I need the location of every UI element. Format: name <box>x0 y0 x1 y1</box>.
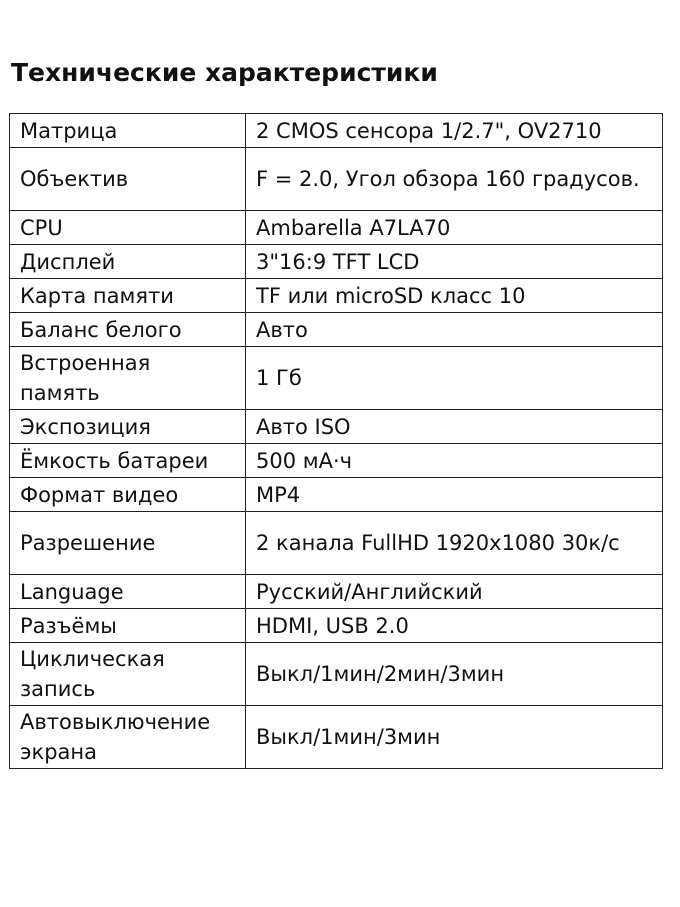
spec-value: HDMI, USB 2.0 <box>246 609 663 643</box>
table-row <box>10 148 663 211</box>
spec-value: Авто <box>246 313 663 347</box>
spec-label: CPU <box>10 211 246 245</box>
spec-value: Русский/Английский <box>246 575 663 609</box>
spec-label: Language <box>10 575 246 609</box>
table-row <box>10 410 663 444</box>
table-row <box>10 444 663 478</box>
table-row <box>10 313 663 347</box>
spec-label: Формат видео <box>10 478 246 512</box>
table-row <box>10 478 663 512</box>
table-row <box>10 609 663 643</box>
table-row <box>10 706 663 769</box>
table-row <box>10 643 663 706</box>
spec-value: TF или microSD класс 10 <box>246 279 663 313</box>
spec-value: 2 CMOS сенсора 1/2.7", OV2710 <box>246 114 663 148</box>
spec-label: Ёмкость батареи <box>10 444 246 478</box>
spec-label: Встроенная память <box>10 347 246 410</box>
spec-label: Баланс белого <box>10 313 246 347</box>
spec-value: MP4 <box>246 478 663 512</box>
spec-label: Автовыключение экрана <box>10 706 246 769</box>
spec-value: Выкл/1мин/3мин <box>246 706 663 769</box>
table-row <box>10 279 663 313</box>
spec-label: Экспозиция <box>10 410 246 444</box>
table-row <box>10 245 663 279</box>
spec-value: Авто ISO <box>246 410 663 444</box>
spec-label: Дисплей <box>10 245 246 279</box>
spec-label: Разрешение <box>10 512 246 575</box>
spec-label: Карта памяти <box>10 279 246 313</box>
table-row <box>10 575 663 609</box>
table-row <box>10 347 663 410</box>
spec-label: Объектив <box>10 148 246 211</box>
specs-table <box>9 113 663 769</box>
spec-value: Ambarella A7LA70 <box>246 211 663 245</box>
table-row <box>10 211 663 245</box>
spec-value: 500 мА·ч <box>246 444 663 478</box>
spec-label: Матрица <box>10 114 246 148</box>
spec-label: Разъёмы <box>10 609 246 643</box>
table-row <box>10 114 663 148</box>
spec-value: 2 канала FullHD 1920x1080 30к/с <box>246 512 663 575</box>
spec-value: Выкл/1мин/2мин/3мин <box>246 643 663 706</box>
spec-value: 3"16:9 TFT LCD <box>246 245 663 279</box>
spec-label: Циклическая запись <box>10 643 246 706</box>
page-title: Технические характеристики <box>11 58 438 87</box>
spec-value: 1 Гб <box>246 347 663 410</box>
spec-value: F = 2.0, Угол обзора 160 градусов. <box>246 148 663 211</box>
table-row <box>10 512 663 575</box>
